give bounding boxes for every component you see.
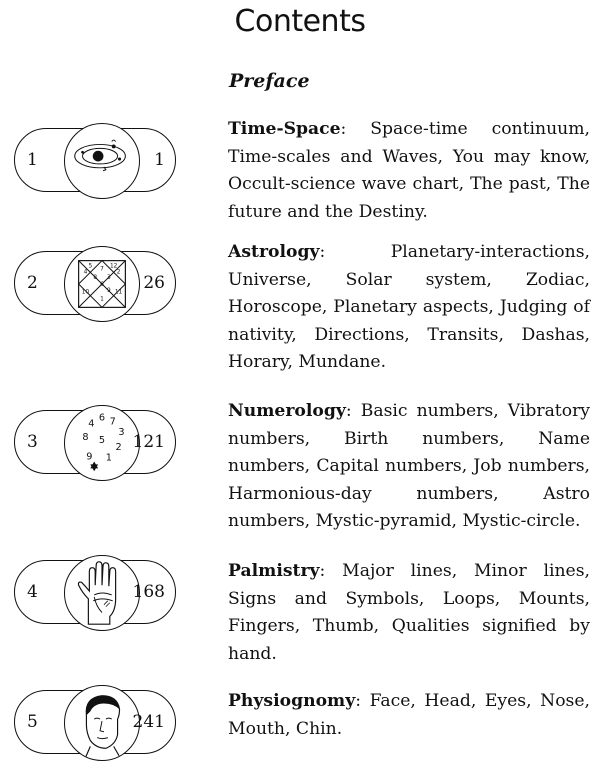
entry-text: : Major lines, Minor lines, Signs and Symbols, Loops, Mounts, Fingers, Thumb, Qualities signified by hand. [228,561,590,664]
numerology-digit: 6 [98,412,106,424]
horoscope-house-number: 10 [81,289,90,296]
numerology-digit: 2 [115,441,122,453]
solar-system-icon [64,123,140,199]
chapter-number: 3 [27,432,38,452]
horoscope-house-number: 12 [109,263,118,270]
numerology-digit: 8 [82,432,89,444]
chapter-pill [14,690,176,754]
number-circle-icon [64,405,140,481]
chapter-pill [14,128,176,192]
chapter-pill [14,560,176,624]
page-title: Contents [234,4,366,39]
entry-description [228,688,590,743]
page-number: 168 [132,582,165,602]
numerology-digit: 4 [88,418,95,430]
entry-heading: Palmistry [228,561,320,581]
chapter-number: 1 [27,150,38,170]
horoscope-house-number: 7 [100,266,104,273]
page-number: 26 [143,273,165,293]
entry-heading: Astrology [228,242,320,262]
entry-heading: Time-Space [228,119,341,139]
chapter-number: 4 [27,582,38,602]
numerology-digit: 9 [86,451,93,463]
numerology-digit: 7 [109,416,116,428]
chapter-pill [14,251,176,315]
page-number: 121 [132,432,165,452]
entry-text: : Basic numbers, Vibratory numbers, Birth numbers, Name numbers, Capital numbers, Job numbers, Harmonious-day numbers, Astro numbers, Mystic-pyramid, Mystic-circle. [228,401,590,531]
entry-description [228,239,590,377]
page-number: 1 [154,150,165,170]
entry-text: : Space-time continuum, Time-scales and Waves, You may know, Occult-science wave chart, The past, The future and the Destiny. [228,119,590,222]
chapter-number: 5 [27,712,38,732]
palm-hand-icon [64,555,140,631]
horoscope-chart-icon [64,246,140,322]
horoscope-house-number: 9 [106,287,111,294]
numerology-digit: 3 [118,427,125,439]
page-number: 241 [132,712,165,732]
horoscope-house-number: 8 [93,275,98,282]
chapter-number: 2 [27,273,38,293]
horoscope-house-number: 4 [83,269,88,276]
preface-heading: Preface [229,70,310,92]
horoscope-house-number: 5 [88,263,93,270]
entry-text: : Planetary-interactions, Universe, Solar system, Zodiac, Horoscope, Planetary aspects, Judging of nativity, Directions, Transits, Dashas, Horary, Mundane. [228,242,590,372]
entry-heading: Physiognomy [228,691,356,711]
entry-heading: Numerology [228,401,346,421]
entry-text: : Face, Head, Eyes, Nose, Mouth, Chin. [228,691,590,739]
numerology-digit: 1 [105,452,112,464]
entry-description [228,558,590,668]
chapter-pill [14,410,176,474]
entry-description [228,116,590,226]
horoscope-house-number: 3 [106,275,111,282]
horoscope-house-number: 1 [100,296,104,303]
horoscope-house-number: 6 [100,281,104,288]
face-profile-icon [64,685,140,761]
horoscope-house-number: 2 [116,269,121,276]
horoscope-house-number: 11 [114,289,123,296]
entry-description [228,398,590,536]
numerology-digit: 5 [98,435,106,446]
